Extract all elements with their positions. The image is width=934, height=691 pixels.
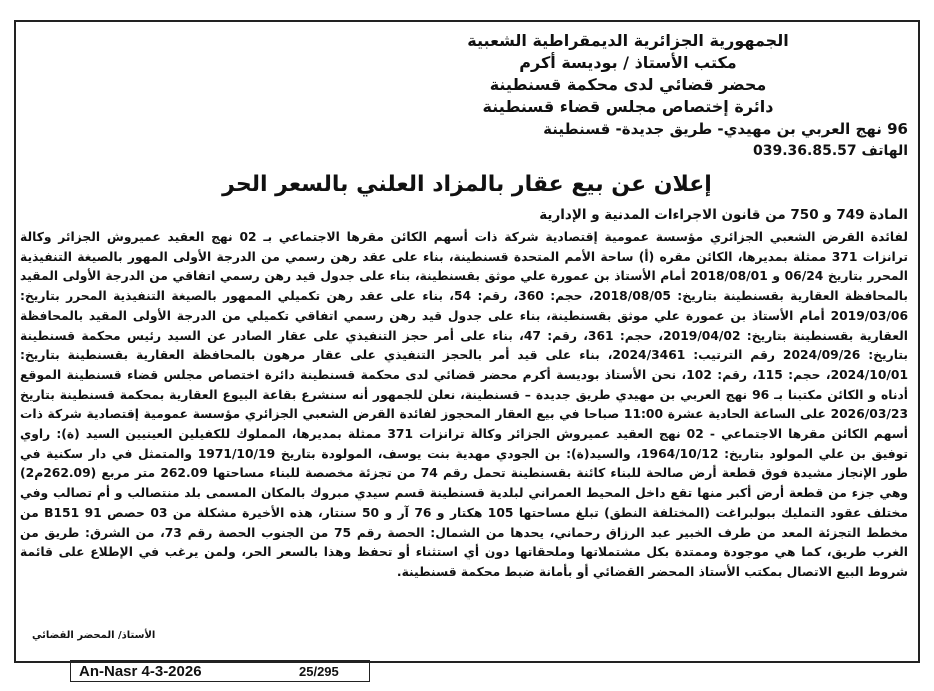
bailiff-heading: محضر قضائي لدى محكمة قسنطينة — [489, 75, 767, 94]
jurisdiction-heading: دائرة إختصاص مجلس قضاء قسنطينة — [482, 97, 774, 116]
notice-header — [188, 30, 908, 162]
publication-footer — [70, 660, 370, 682]
notice-reference: 25/295 — [299, 663, 339, 679]
notice-body: لفائدة القرض الشعبي الجزائري مؤسسة عمومية إقتصادية شركة ذات أسهم الكائن مقرها الاجتماعي بـ 02 نهج العقيد عميروش الجزائر وكالة ترانزات 371 ممثلة بمديرها، الكائن مقره (أ) ساحة الأمم المتحدة قسنطينة، بناء على عقد رهن رسمي من الدرجة الأولى المهور بالصيغة التنفيذية المحرر بتاريخ 06/24 و 2018/08/01 أمام الأستاذ بن عمورة علي موثق بقسنطينة، بناء على جدول قيد رهن رسمي اتفاقي من الدرجة الأولى المقيد بالمحافظة العقارية بقسنطينة بتاريخ: 2018/08/05، حجم: 360، رقم: 54، بناء على عقد رهن تكميلي الممهور بالصيغة التنفيذية المحرر بتاريخ: 2019/03/06 أمام الأستاذ بن عمورة علي موثق بقسنطينة، بناء على جدول قيد رهن رسمي اتفاقي تكميلي من الدرجة الأولى المقيد بالمحافظة العقارية بقسنطينة بتاريخ: 2019/04/02، حجم: 361، رقم: 47، بناء على أمر حجز التنفيذي على عقار الصادر عن السيد رئيس محكمة قسنطينة بتاريخ: 2024/09/26 رقم الترتيب: 2024/3461، بناء على قيد أمر بالحجز التنفيذي على عقار مرهون بالمحافظة العقارية بقسنطينة بتاريخ: 2024/10/01، حجم: 115، رقم: 102، نحن الأستاذ بوديسة أكرم محضر قضائي لدى محكمة قسنطينة دائرة اختصاص مجلس قضاء قسنطينة الموقع أدناه و الكائن مكتبنا بـ 96 نهج العربي بن مهيدي طريق جديدة – قسنطينة، نعلن للجمهور أنه سنشرع بقاعة البيوع العقارية بمحكمة قسنطينة بتاريخ 2026/03/23 على الساعة الحادية عشرة 11:00 صباحا في بيع العقار المحجوز لفائدة القرض الشعبي الجزائري مؤسسة عمومية إقتصادية شركة ذات أسهم الكائن مقرها الاجتماعي - 02 نهج العقيد عميروش الجزائر وكالة ترانزات 371 ممثلة بمديرها، المملوك للكفيلين العينيين السيد (ة): راوي توفيق بن علي المولود بتاريخ: 1964/10/12، والسيد(ة): بن الجودي مهدية بنت يوسف، المولودة بتاريخ 1971/10/19 والمتمثل في دار سكنية في طور الإنجاز مشيدة فوق قطعة أرض صالحة للبناء كائنة بقسنطينة تحمل رقم 74 من تجزئة مخصصة للبناء مساحتها 262.09 متر مربع (262.09م2) وهي جزء من قطعة أرض أكبر منها تقع داخل المحيط العمراني لبلدية قسنطينة قسم سيدي مبروك بالمكان المسمى بلد منتصالب و أم تصالب وفي مختلف عقود التمليك ببولبراغت (المختلفة النطق) تبلغ مساحتها 105 هكتار و 76 آر و 50 سنتار، هذه الأخيرة مشكلة من 03 حصص B151 91 من مخطط التجزئة المعد من طرف الخبير عبد الرزاق رحماني، يحدها من الشمال: الحصة رقم 75 من الجنوب الحصة رقم 73، من الشرق: طريق من الغرب طريق، كما هي موجودة وممتدة بكل مشتملاتها وملحقاتها دون أي استثناء أو تحفظ وهذا بالسعر الحر، ولمن يرغب في الإطلاع على قائمة شروط البيع الاتصال بمكتب الأستاذ المحضر القضائي أو بأمانة ضبط محكمة قسنطينة. — [20, 230, 909, 579]
office-phone — [188, 140, 908, 162]
office-heading: مكتب الأستاذ / بوديسة أكرم — [519, 53, 737, 72]
office-address: 96 نهج العربي بن مهيدي- طريق جديدة- قسنطينة — [543, 120, 908, 138]
legal-articles: المادة 749 و 750 من قانون الاجراءات المدنية و الإدارية — [539, 207, 908, 223]
phone-label: الهاتف — [861, 143, 908, 159]
bailiff-signature: الأستاذ/ المحضر القضائي — [32, 630, 156, 641]
phone-number: 039.36.85.57 — [753, 143, 857, 159]
republic-heading: الجمهورية الجزائرية الديمقراطية الشعبية — [467, 31, 789, 50]
notice-title: إعلان عن بيع عقار بالمزاد العلني بالسعر الحر — [222, 172, 712, 197]
publication-date: An-Nasr 4-3-2026 — [79, 662, 202, 680]
